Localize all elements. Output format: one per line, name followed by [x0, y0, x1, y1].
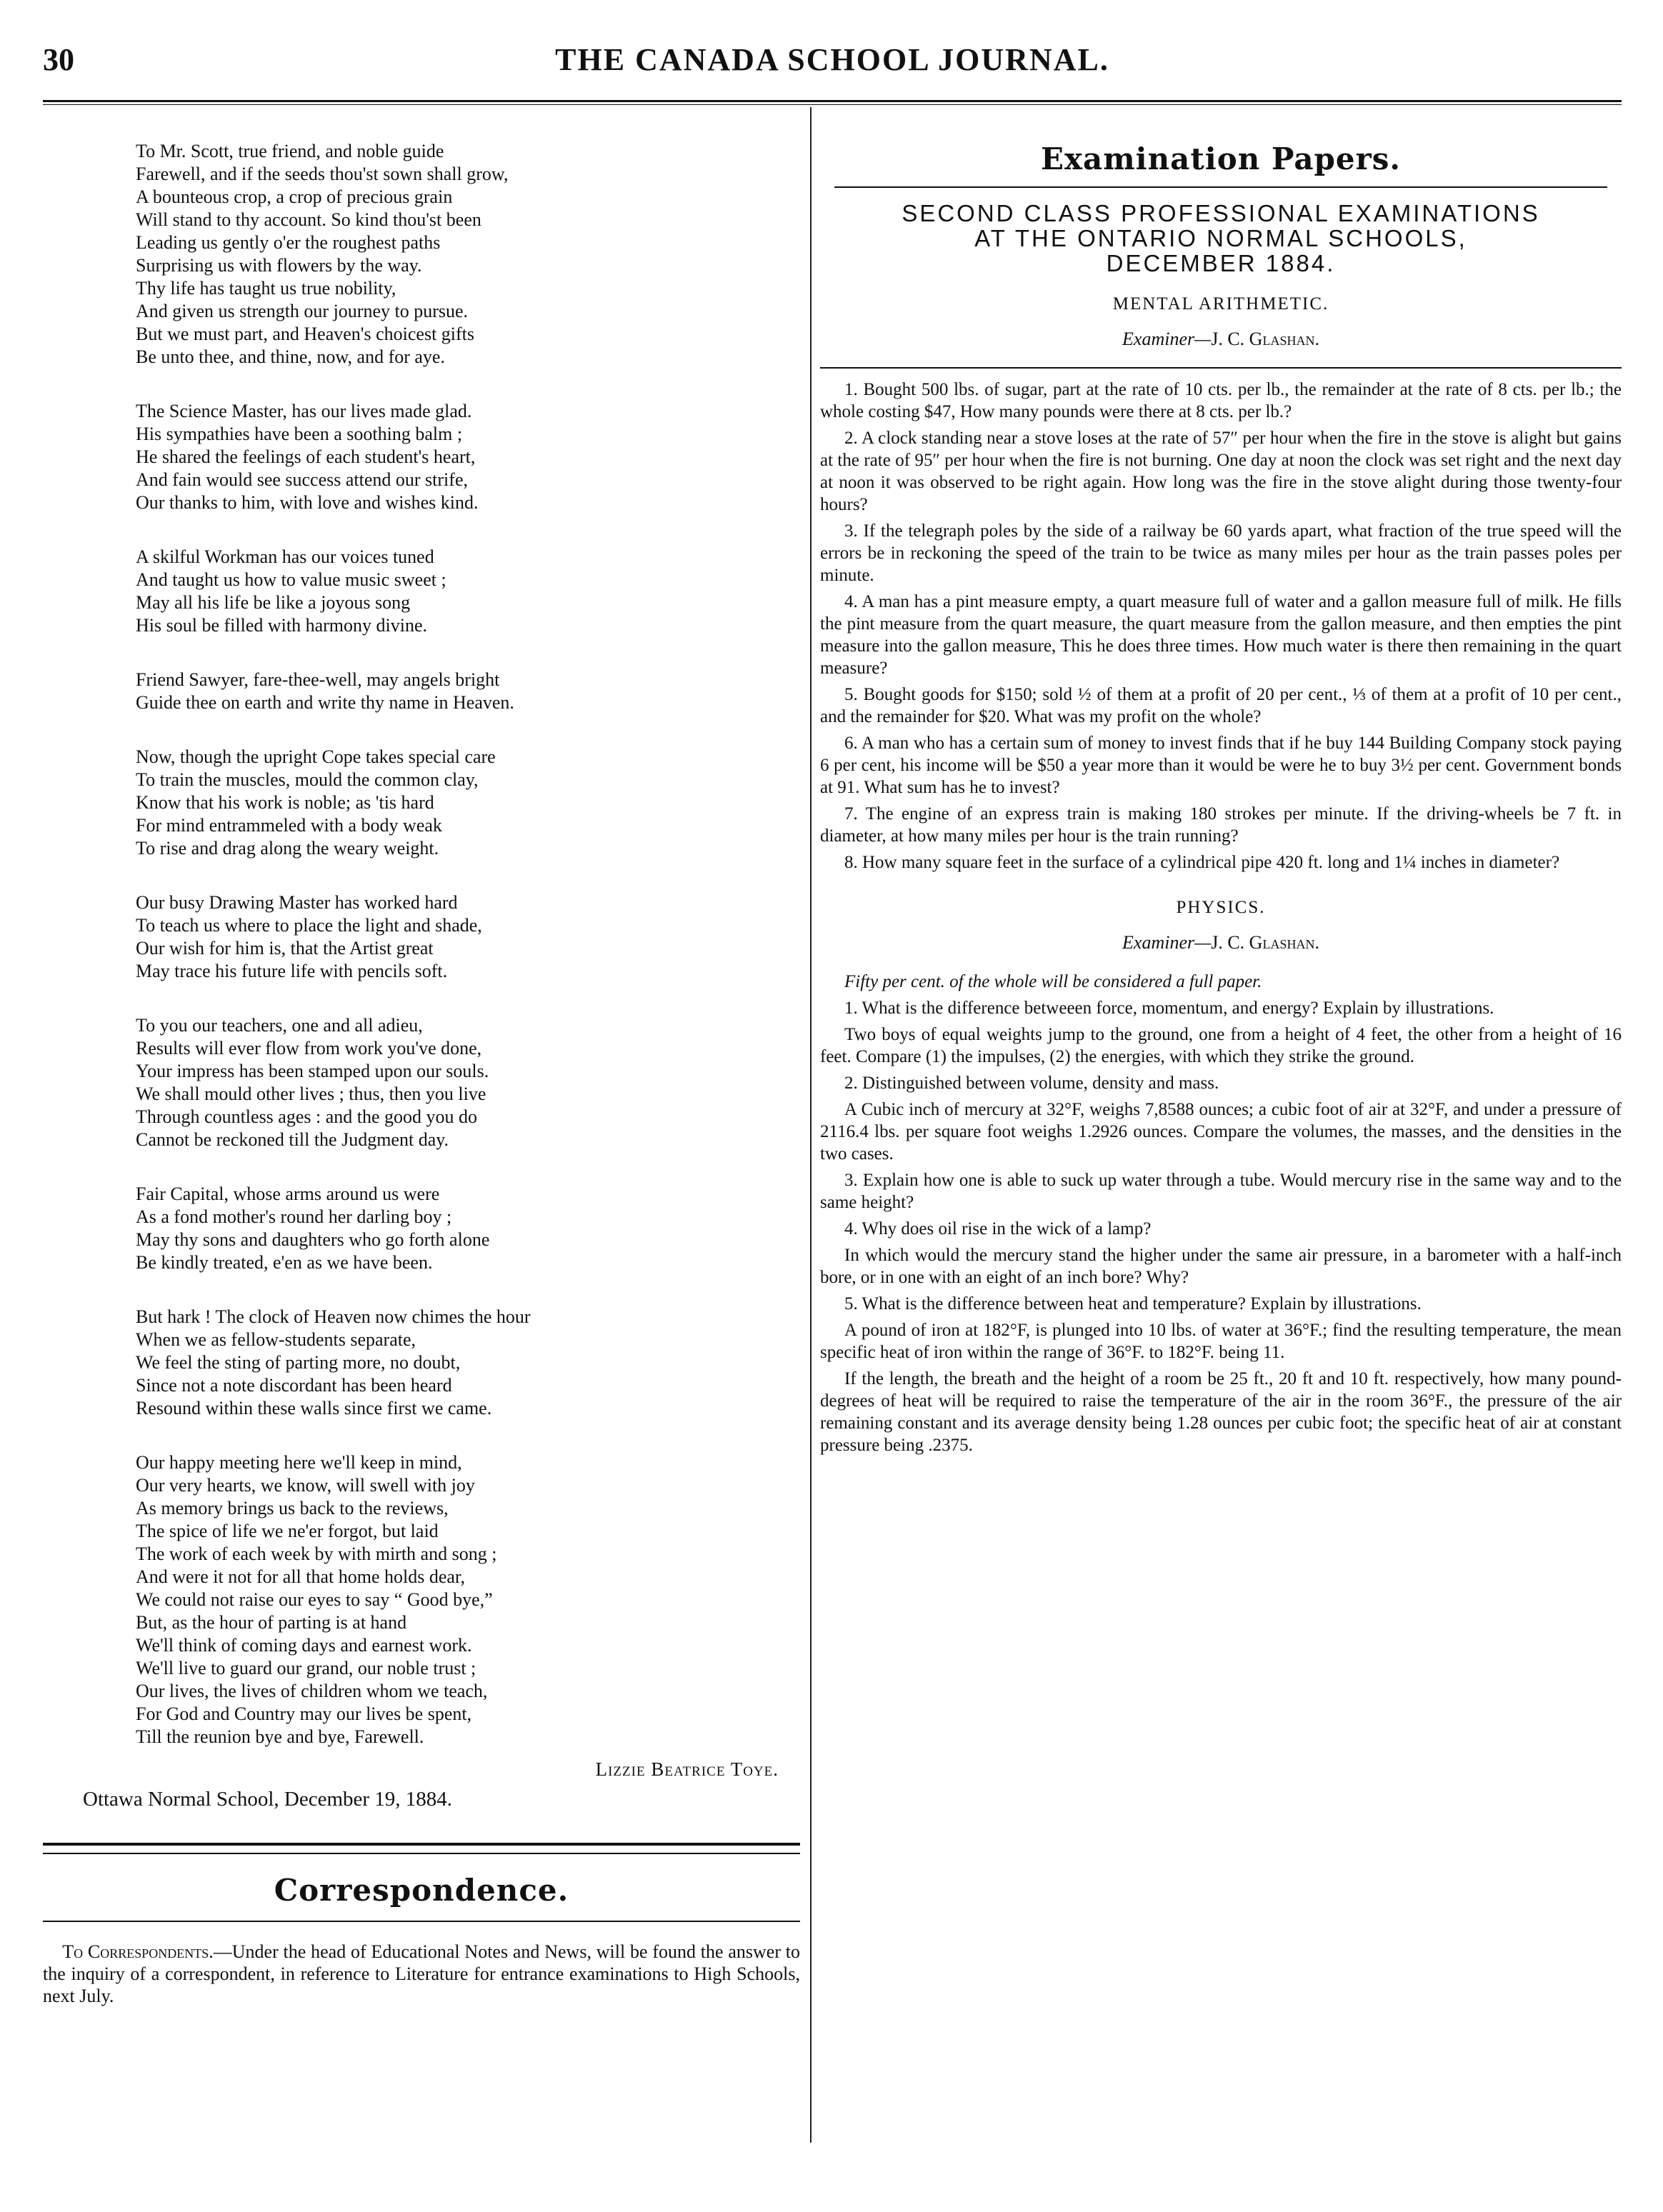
examiner-label: Examiner— [1122, 932, 1212, 953]
physics-examiner [820, 932, 1622, 954]
mental-examiner [820, 329, 1622, 350]
correspondence-heading: Correspondence. [274, 1873, 569, 1908]
poem-line: We'll think of coming days and earnest work. [136, 1635, 472, 1656]
poem-line: The Science Master, has our lives made glad. [136, 401, 472, 421]
poem-line: A skilful Workman has our voices tuned [136, 546, 434, 567]
exam-question: 7. The engine of an express train is making 180 strokes per minute. If the driving-wheels be 7 ft. in diameter, at how many miles per hour is the train running? [820, 804, 1622, 846]
poem-stanza [136, 1451, 800, 1748]
poem-line: Our busy Drawing Master has worked hard [136, 892, 458, 913]
poem-line: Will stand to thy account. So kind thou'st been [136, 209, 481, 230]
poem-line: But, as the hour of parting is at hand [136, 1612, 407, 1633]
poem-line: His soul be filled with harmony divine. [136, 615, 428, 636]
poem-line: As a fond mother's round her darling boy ; [136, 1206, 452, 1227]
poem-line: Your impress has been stamped upon our souls. [136, 1061, 489, 1081]
poem-stanza [136, 140, 800, 369]
poem-stanza [136, 746, 800, 860]
poem-stanza [136, 546, 800, 637]
exam-question: Two boys of equal weights jump to the ground, one from a height of 4 feet, the other from a height of 16 feet. Compare (1) the impulses, (2) the energies, with which they strike the ground. [820, 1025, 1622, 1066]
poem-line: May thy sons and daughters who go forth alone [136, 1229, 490, 1250]
poem-line: Till the reunion bye and bye, Farewell. [136, 1726, 424, 1747]
poem-line: May trace his future life with pencils soft. [136, 961, 448, 981]
poem-author: Lizzie Beatrice Toye. [595, 1758, 779, 1780]
poem-line: His sympathies have been a soothing balm ; [136, 424, 463, 444]
poem-line: Surprising us with flowers by the way. [136, 255, 422, 276]
poem-line: We shall mould other lives ; thus, then you live [136, 1084, 486, 1104]
poem-line: And fain would see success attend our strife, [136, 469, 468, 490]
poem-line: Fair Capital, whose arms around us were [136, 1183, 440, 1204]
poem-line: As memory brings us back to the reviews, [136, 1498, 449, 1518]
exam-subheading [834, 201, 1607, 276]
poem-line: Our very hearts, we know, will swell with joy [136, 1475, 475, 1496]
poem-line: Our lives, the lives of children whom we teach, [136, 1681, 488, 1701]
exam-question: If the length, the breath and the height of a room be 25 ft., 20 ft and 10 ft. respectively, how many pound-degrees of heat will be required to raise the temperature of the air in the room 36°F., the pressure of the air remaining constant and its average density being 1.28 ounces per cubic foot; the specific heat of air at constant pressure being .2375. [820, 1369, 1622, 1455]
page-header [43, 41, 1622, 99]
poem-line: To you our teachers, one and all adieu, [136, 1015, 423, 1036]
poem-line: Friend Sawyer, fare-thee-well, may angels bright [136, 669, 500, 690]
header-rule-thin [43, 104, 1622, 105]
poem-line: And were it not for all that home holds dear, [136, 1566, 466, 1587]
exam-question: 3. Explain how one is able to suck up water through a tube. Would mercury rise in the same way and to the same height? [820, 1171, 1622, 1212]
poem-line: Know that his work is noble; as 'tis hard [136, 792, 434, 813]
physics-instruction: Fifty per cent. of the whole will be considered a full paper. [844, 972, 1262, 991]
correspondence-rule [43, 1921, 800, 1922]
exam-question: 4. Why does oil rise in the wick of a lamp? [844, 1219, 1152, 1238]
poem-line: Our wish for him is, that the Artist great [136, 938, 434, 959]
exam-question: 8. How many square feet in the surface of a cylindrical pipe 420 ft. long and 1¼ inches in diameter? [844, 853, 1560, 872]
poem-line: To Mr. Scott, true friend, and noble guide [136, 141, 444, 161]
exam-papers-heading: Examination Papers. [1040, 141, 1402, 176]
poem-line: The work of each week by with mirth and song ; [136, 1543, 497, 1564]
examiner-name: J. C. Glashan. [1211, 329, 1319, 349]
exam-question: 3. If the telegraph poles by the side of a railway be 60 yards apart, what fraction of the true speed will the errors be in reckoning the speed of the train to be twice as many miles per hour as the train passes poles per minute. [820, 521, 1622, 585]
poem-line: When we as fellow-students separate, [136, 1329, 416, 1350]
poem-line: And taught us how to value music sweet ; [136, 569, 446, 590]
poem-line: The spice of life we ne'er forgot, but laid [136, 1521, 439, 1541]
exam-heading-rule [834, 186, 1607, 188]
poem-line: Results will ever flow from work you've done, [136, 1038, 482, 1059]
poem-line: We could not raise our eyes to say “ Good bye,” [136, 1589, 493, 1610]
header-rule [43, 100, 1622, 102]
poem-line: He shared the feelings of each student's heart, [136, 446, 476, 467]
poem-line: For God and Country may our lives be spent, [136, 1703, 472, 1724]
exam-question: 4. A man has a pint measure empty, a quart measure full of water and a gallon measure full of milk. He fills the pint measure from the quart measure, the quart measure from the gallon measure, and then empties the pint measure into the gallon measure, This he does three times. How much water is there then remaining in the quart measure? [820, 592, 1622, 678]
poem-line: To train the muscles, mould the common clay, [136, 769, 479, 790]
column-divider [810, 107, 811, 2143]
page-number: 30 [43, 42, 74, 77]
poem-stanza [136, 1306, 800, 1420]
exam-question: A Cubic inch of mercury at 32°F, weighs 7,8588 ounces; a cubic foot of air at 32°F, and under a pressure of 2116.4 lbs. per square foot weighs 1.2926 ounces. Compare the volumes, the masses, and the densities in the two cases. [820, 1100, 1622, 1163]
poem-line: Our thanks to him, with love and wishes kind. [136, 492, 479, 513]
poem-line: May all his life be like a joyous song [136, 592, 411, 613]
poem-line: We feel the sting of parting more, no doubt, [136, 1352, 461, 1373]
section-double-rule [43, 1843, 800, 1854]
poem-stanza [136, 891, 800, 983]
poem-stanza [136, 400, 800, 514]
poem-line: Leading us gently o'er the roughest paths [136, 232, 441, 253]
exam-question: 2. Distinguished between volume, density and mass. [844, 1074, 1219, 1093]
right-column [820, 140, 1622, 1461]
poem-dateline: Ottawa Normal School, December 19, 1884. [83, 1788, 453, 1811]
correspondence-body: —Under the head of Educational Notes and News, will be found the answer to the inquiry of a correspondent, in reference to Literature for entrance examinations to High Schools, next July. [43, 1941, 801, 2006]
mental-rule [820, 367, 1622, 369]
poem-line: Since not a note discordant has been heard [136, 1375, 452, 1396]
mental-arithmetic-title: MENTAL ARITHMETIC. [1112, 294, 1329, 314]
poem-line: Our happy meeting here we'll keep in mind, [136, 1452, 462, 1473]
mental-questions [820, 379, 1622, 874]
poem-line: Resound within these walls since first we came. [136, 1398, 492, 1418]
examiner-name: J. C. Glashan. [1211, 932, 1319, 953]
examiner-label: Examiner— [1122, 329, 1212, 349]
exam-question: 1. What is the difference betweeen force, momentum, and energy? Explain by illustrations. [844, 999, 1494, 1018]
farewell-poem [136, 140, 800, 1748]
poem-line: We'll live to guard our grand, our noble trust ; [136, 1658, 476, 1678]
poem-line: Thy life has taught us true nobility, [136, 278, 396, 299]
poem-line: But hark ! The clock of Heaven now chimes the hour [136, 1306, 531, 1327]
poem-stanza [136, 1014, 800, 1151]
exam-question: 6. A man who has a certain sum of money to invest finds that if he buy 144 Building Company stock paying 6 per cent, his income will be $50 a year more than it would be were he to buy 3½ per cent. Government bonds at 91. What sum has he to invest? [820, 734, 1622, 797]
exam-question: 5. Bought goods for $150; sold ½ of them at a profit of 20 per cent., ⅓ of them at a profit of 10 per cent., and the remainder for $20. What was my profit on the whole? [820, 685, 1622, 726]
correspondence-notice [43, 1941, 800, 2007]
poem-line: To rise and drag along the weary weight. [136, 838, 439, 859]
poem-line: And given us strength our journey to pursue. [136, 301, 469, 321]
poem-line: Be kindly treated, e'en as we have been. [136, 1252, 433, 1273]
left-column [43, 140, 800, 2007]
poem-line: Now, though the upright Cope takes special care [136, 746, 496, 767]
correspondence-lead: To Correspondents. [62, 1941, 214, 1962]
journal-title: THE CANADA SCHOOL JOURNAL. [555, 42, 1109, 77]
poem-stanza [136, 669, 800, 714]
exam-question: A pound of iron at 182°F, is plunged into 10 lbs. of water at 36°F.; find the resulting temperature, the mean specific heat of iron within the range of 36°F. to 182°F. being 11. [820, 1321, 1622, 1362]
poem-line: Through countless ages : and the good you do [136, 1106, 478, 1127]
poem-stanza [136, 1183, 800, 1274]
exam-question: In which would the mercury stand the higher under the same air pressure, in a barometer with a half-inch bore, or in one with an eight of an inch bore? Why? [820, 1246, 1622, 1287]
poem-line: But we must part, and Heaven's choicest gifts [136, 324, 475, 344]
physics-questions [820, 997, 1622, 1456]
exam-subheading-line: SECOND CLASS PROFESSIONAL EXAMINATIONS [902, 200, 1540, 226]
poem-line: Guide thee on earth and write thy name in Heaven. [136, 692, 514, 713]
poem-line: Be unto thee, and thine, now, and for aye. [136, 346, 445, 367]
poem-line: A bounteous crop, a crop of precious grain [136, 186, 453, 207]
poem-line: To teach us where to place the light and shade, [136, 915, 482, 936]
poem-line: Farewell, and if the seeds thou'st sown shall grow, [136, 164, 509, 184]
physics-title: PHYSICS. [1176, 898, 1266, 917]
exam-subheading-line: DECEMBER 1884. [1106, 250, 1336, 276]
poem-line: Cannot be reckoned till the Judgment day. [136, 1129, 449, 1150]
exam-question: 5. What is the difference between heat and temperature? Explain by illustrations. [844, 1294, 1422, 1313]
poem-line: For mind entrammeled with a body weak [136, 815, 442, 836]
exam-subheading-line: AT THE ONTARIO NORMAL SCHOOLS, [974, 225, 1467, 251]
exam-question: 2. A clock standing near a stove loses at the rate of 57″ per hour when the fire in the stove is alight but gains at the rate of 95″ per hour when the fire is not burning. One day at noon the clock was set right and the next day at noon it was observed to be right again. How long was the fire in the stove alight during those twenty-four hours? [820, 429, 1622, 514]
exam-question: 1. Bought 500 lbs. of sugar, part at the rate of 10 cts. per lb., the remainder at the rate of 8 cts. per lb.; the whole costing $47, How many pounds were there at 8 cts. per lb.? [820, 380, 1622, 421]
